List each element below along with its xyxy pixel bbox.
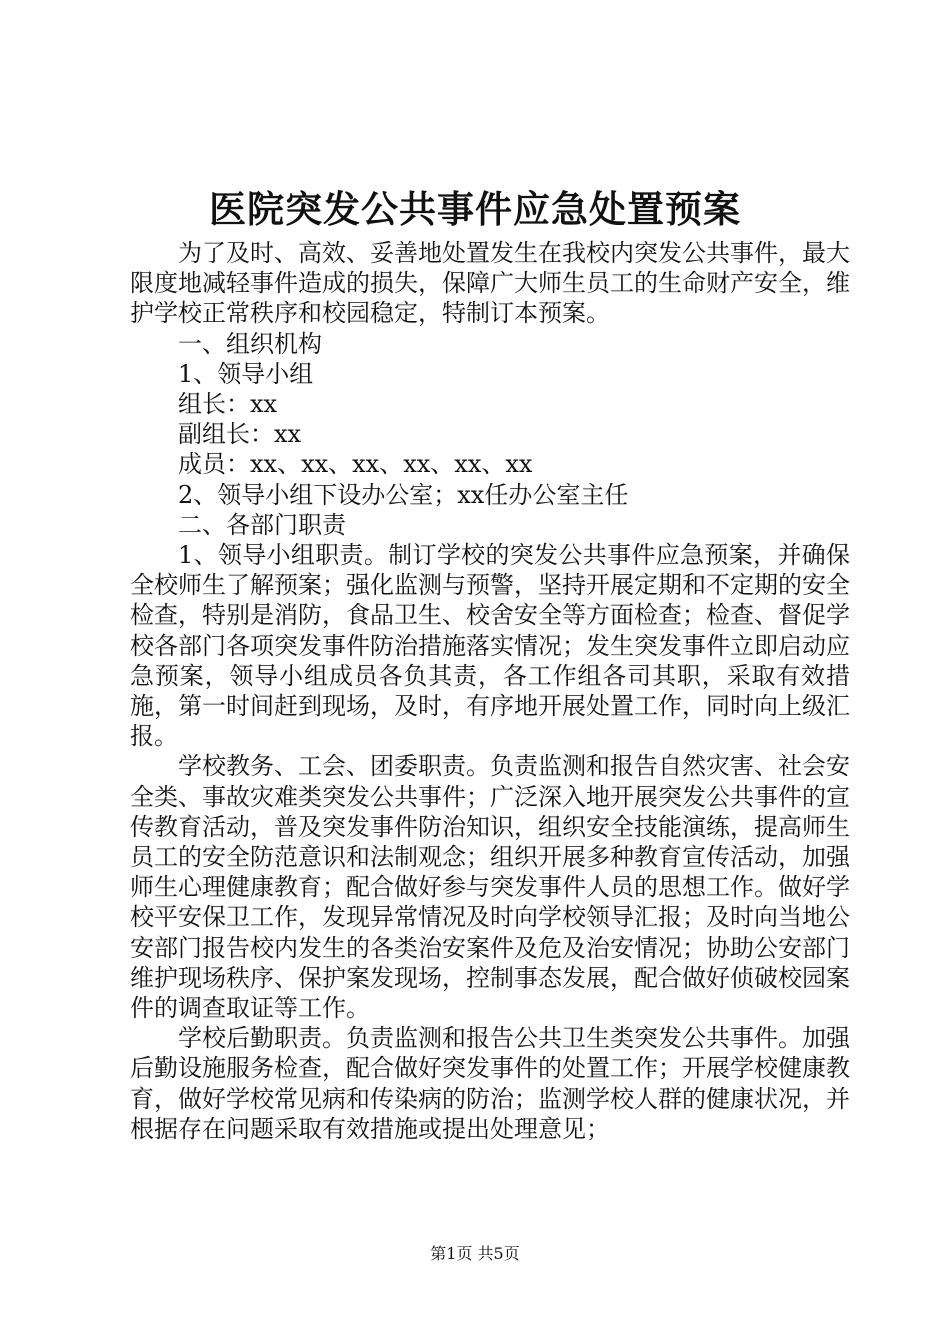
leadership-duties-paragraph: 1、领导小组职责。制订学校的突发公共事件应急预案，并确保全校师生了解预案；强化监测与预警，坚持开展定期和不定期的安全检查，特别是消防，食品卫生、校舍安全等方面检查；检查、督促学校各部门各项突发事件防治措施落实情况；发生突发事件立即启动应急预案，领导小组成员各负其责，各工作组各司其职，采取有效措施，第一时间赶到现场，及时，有序地开展处置工作，同时向上级汇报。	[130, 541, 850, 751]
intro-paragraph: 为了及时、高效、妥善地处置发生在我校内突发公共事件，最大限度地减轻事件造成的损失，保障广大师生员工的生命财产安全，维护学校正常秩序和校园稳定，特制订本预案。	[130, 239, 850, 328]
deputy-leader-line: 副组长：xx	[178, 420, 302, 449]
page-footer: 第1页 共5页	[430, 1244, 520, 1263]
page-title: 医院突发公共事件应急处置预案	[209, 187, 741, 231]
members-line: 成员：xx、xx、xx、xx、xx、xx	[178, 450, 533, 479]
section-heading-responsibilities: 二、各部门职责	[178, 510, 346, 539]
subsection-heading-leadership-group: 1、领导小组	[178, 359, 314, 388]
academic-affairs-duties-paragraph: 学校教务、工会、团委职责。负责监测和报告自然灾害、社会安全类、事故灾难类突发公共事件；广泛深入地开展突发公共事件的宣传教育活动，普及突发事件防治知识，组织安全技能演练，提高师生员工的安全防范意识和法制观念；组织开展多种教育宣传活动，加强师生心理健康教育；配合做好参与突发事件人员的思想工作。做好学校平安保卫工作，发现异常情况及时向学校领导汇报；及时向当地公安部门报告校内发生的各类治安案件及危及治安情况；协助公安部门维护现场秩序、保护案发现场，控制事态发展，配合做好侦破校园案件的调查取证等工作。	[130, 752, 850, 1023]
office-line: 2、领导小组下设办公室；xx任办公室主任	[178, 480, 629, 509]
document-body	[130, 238, 850, 1144]
section-heading-organization: 一、组织机构	[178, 329, 322, 358]
leader-line: 组长：xx	[178, 390, 278, 419]
logistics-duties-paragraph: 学校后勤职责。负责监测和报告公共卫生类突发公共事件。加强后勤设施服务检查，配合做好突发事件的处置工作；开展学校健康教育，做好学校常见病和传染病的防治；监测学校人群的健康状况，并根据存在问题采取有效措施或提出处理意见；	[130, 1024, 850, 1143]
